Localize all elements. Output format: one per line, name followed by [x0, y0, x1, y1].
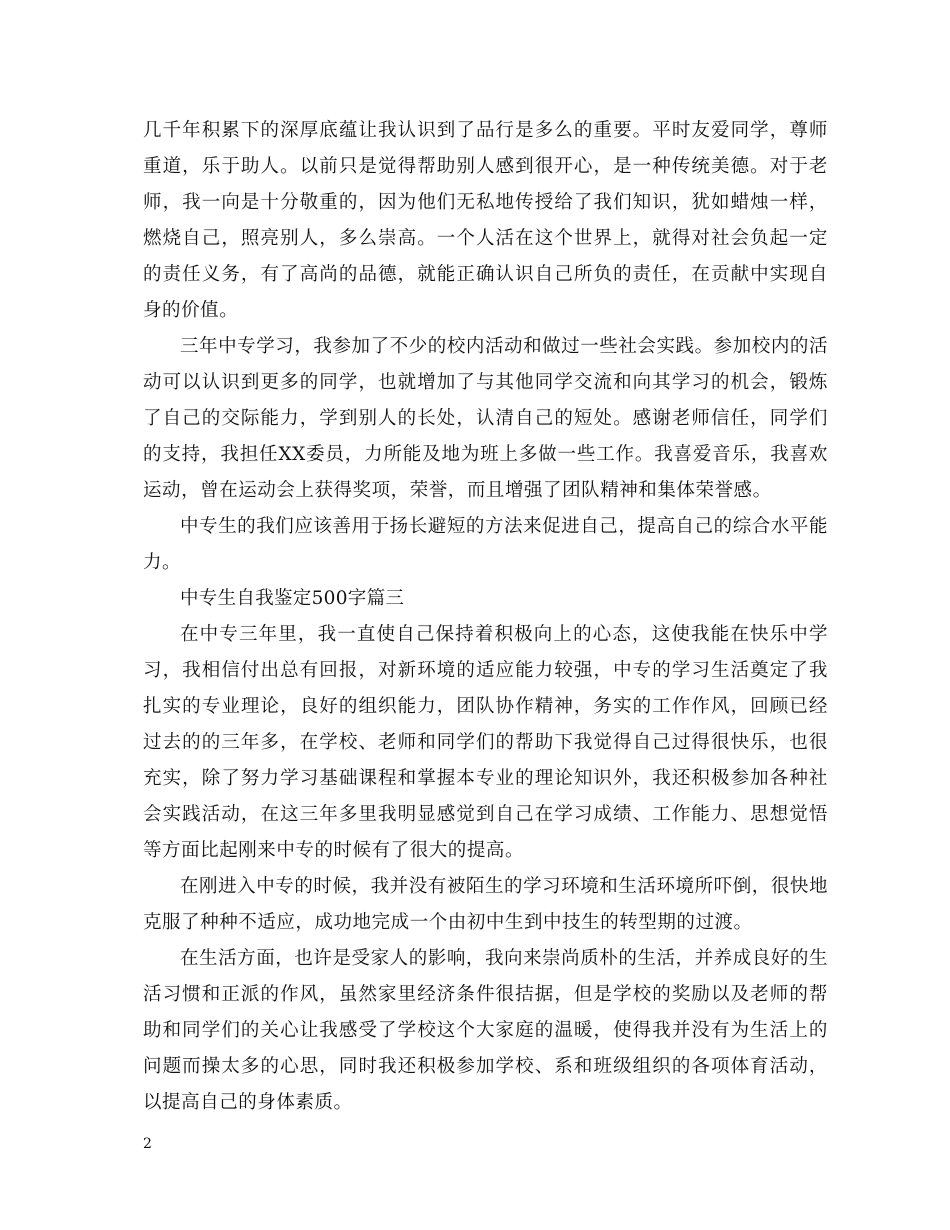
section-heading: 中专生自我鉴定500字篇三 — [180, 588, 405, 609]
paragraph-continuation: 几千年积累下的深厚底蕴让我认识到了品行是多么的重要。平时友爱同学，尊师重道，乐于助人。以前只是觉得帮助别人感到很开心，是一种传统美德。对于老师，我一向是十分敬重的，因为他们无私地传授给了我们知识，犹如蜡烛一样，燃烧自己，照亮别人，多么崇高。一个人活在这个世界上，就得对社会负起一定的责任义务，有了高尚的品德，就能正确认识自己所负的责任，在贡献中实现自身的价值。 — [143, 120, 828, 321]
paragraph-three-years: 在中专三年里，我一直使自己保持着积极向上的心态，这使我能在快乐中学习，我相信付出总有回报，对新环境的适应能力较强，中专的学习生活奠定了我扎实的专业理论，良好的组织能力，团队协作精神，务实的工作作风，回顾已经过去的的三年多，在学校、老师和同学们的帮助下我觉得自己过得很快乐，也很充实，除了努力学习基础课程和掌握本专业的理论知识外，我还积极参加各种社会实践活动，在这三年多里我明显感觉到自己在学习成绩、工作能力、思想觉悟等方面比起刚来中专的时候有了很大的提高。 — [143, 624, 828, 861]
paragraph-self-improvement: 中专生的我们应该善用于扬长避短的方法来促进自己，提高自己的综合水平能力。 — [143, 516, 828, 573]
paragraph-life: 在生活方面，也许是受家人的影响，我向来崇尚质朴的生活，并养成良好的生活习惯和正派的作风，虽然家里经济条件很拮据，但是学校的奖励以及老师的帮助和同学们的关心让我感受了学校这个大家庭的温暖，使得我并没有为生活上的问题而操太多的心思，同时我还积极参加学校、系和班级组织的各项体育活动，以提高自己的身体素质。 — [143, 948, 828, 1113]
page-number: 2 — [143, 1136, 152, 1152]
paragraph-campus-activities: 三年中专学习，我参加了不少的校内活动和做过一些社会实践。参加校内的活动可以认识到更多的同学，也就增加了与其他同学交流和向其学习的机会，锻炼了自己的交际能力，学到别人的长处，认清自己的短处。感谢老师信任，同学们的支持，我担任XX委员，力所能及地为班上多做一些工作。我喜爱音乐，我喜欢运动，曾在运动会上获得奖项，荣誉，而且增强了团队精神和集体荣誉感。 — [143, 336, 828, 501]
document-body — [143, 113, 828, 1121]
paragraph-adaptation: 在刚进入中专的时候，我并没有被陌生的学习环境和生活环境所吓倒，很快地克服了种种不适应，成功地完成一个由初中生到中技生的转型期的过渡。 — [143, 876, 828, 933]
